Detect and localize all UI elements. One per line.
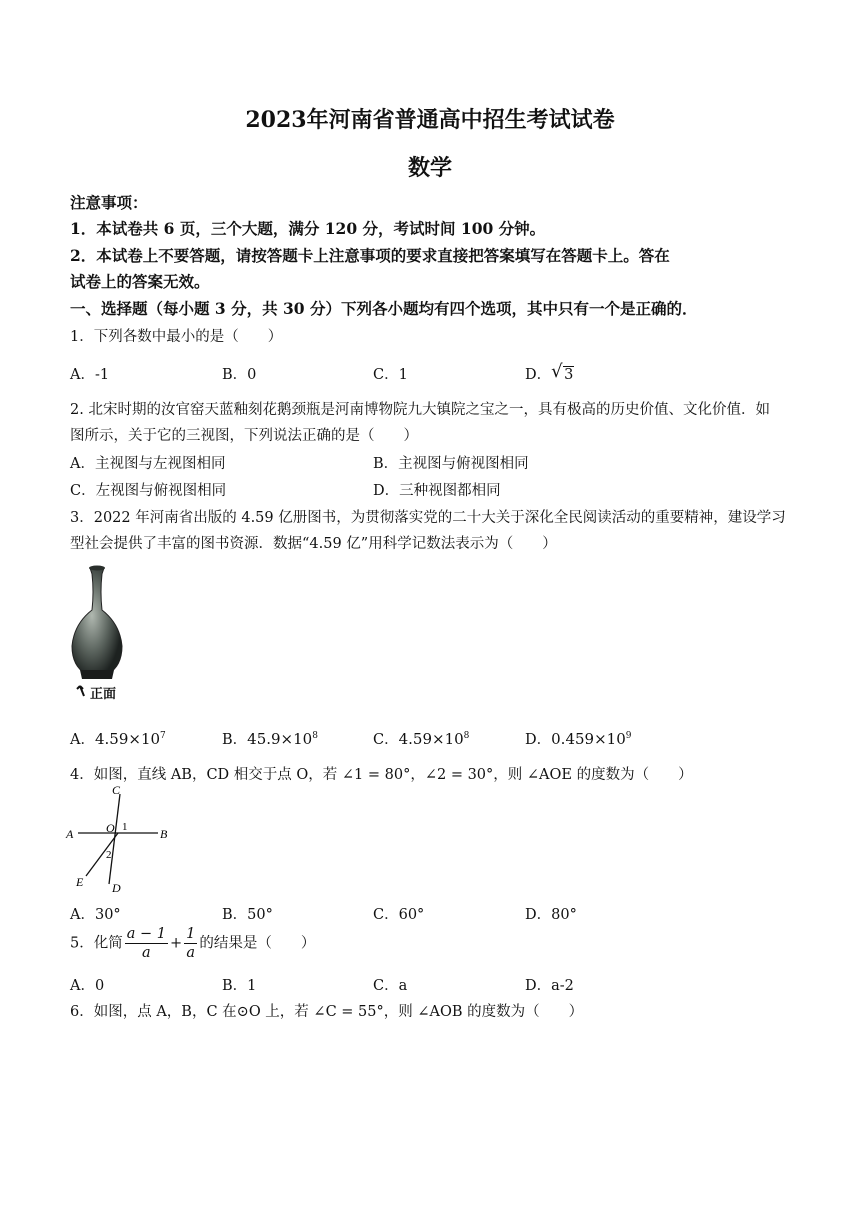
label-a: A [66, 827, 74, 841]
q2-option-a: A．主视图与左视图相同 [70, 456, 226, 472]
q2-stem-line-2: 图所示，关于它的三视图，下列说法正确的是（ ） [70, 428, 418, 444]
label-c: C [112, 783, 121, 797]
label-angle-1: 1 [122, 821, 128, 833]
label-e: E [76, 875, 84, 889]
q1-option-d [525, 363, 574, 384]
q5-plus-sign: + [169, 935, 183, 952]
q4-stem: 4．如图，直线 AB，CD 相交于点 O，若 ∠1 = 80°，∠2 = 30°，则 ∠AOE 的度数为（ ） [70, 767, 693, 783]
section-1-heading: 一、选择题（每小题 3 分，共 30 分）下列各小题均有四个选项，其中只有一个是正确的． [70, 299, 698, 318]
q3-stem-line-2: 型社会提供了丰富的图书资源．数据“4.59 亿”用科学记数法表示为（ ） [70, 536, 557, 552]
notice-item-2-line-1: 2．本试卷上不要答题，请按答题卡上注意事项的要求直接把答案填写在答题卡上。答在 [70, 246, 670, 265]
q3-option-b-label: B． [222, 732, 248, 748]
q4-option-c: C．60° [373, 907, 425, 923]
q4-option-a: A．30° [70, 907, 121, 923]
q1-stem: 1．下列各数中最小的是（ ） [70, 329, 283, 345]
q3-option-b [222, 728, 318, 749]
label-angle-2: 2 [106, 849, 112, 861]
q5-fraction-2-numerator: 1 [186, 926, 196, 942]
q5-option-d: D．a-2 [525, 978, 574, 994]
q3-option-d-label: D． [525, 732, 552, 748]
arrow-up-icon [77, 686, 84, 696]
q3-option-c-label: C． [373, 732, 399, 748]
vase-caption: 正面 [90, 687, 117, 702]
q5-fraction-1-numerator: a − 1 [126, 926, 166, 942]
q3-stem-line-1: 3．2022 年河南省出版的 4.59 亿册图书，为贯彻落实党的二十大关于深化全民阅读活动的重要精神，建设学习 [70, 510, 786, 526]
q1-radicand: 3 [564, 367, 574, 383]
q4-option-d: D．80° [525, 907, 577, 923]
q3-option-d-base: 0.459×10 [551, 730, 626, 748]
q4-option-b: B．50° [222, 907, 273, 923]
notice-item-1: 1．本试卷共 6 页，三个大题，满分 120 分，考试时间 100 分钟。 [70, 219, 546, 238]
q3-option-a-base: 4.59×10 [94, 730, 161, 748]
vase-figure [60, 562, 150, 702]
q3-option-c-base: 4.59×10 [398, 730, 464, 748]
q3-option-c-exp: 8 [463, 731, 470, 741]
q6-stem: 6．如图，点 A，B，C 在⊙O 上，若 ∠C = 55°，则 ∠AOB 的度数为（ ） [70, 1004, 584, 1020]
q1-option-c: C．1 [373, 367, 408, 383]
q1-option-a: A．-1 [70, 367, 110, 383]
q3-option-d-exp: 9 [625, 731, 632, 741]
q3-option-a-exp: 7 [160, 731, 166, 741]
sqrt-symbol: √ 3 [551, 361, 574, 383]
page-title: 2023年河南省普通高中招生考试试卷 [245, 107, 615, 133]
q5-option-a: A．0 [70, 978, 105, 994]
q5-fraction-1 [125, 925, 168, 962]
q2-option-b: B．主视图与俯视图相同 [373, 456, 529, 472]
q5-option-c: C．a [373, 978, 408, 994]
q5-fraction-2 [184, 925, 197, 962]
q2-stem-line-1: 2. 北宋时期的汝官窑天蓝釉刻花鹅颈瓶是河南博物院九大镇院之宝之一，具有极高的历史价值、文化价值．如 [70, 402, 770, 418]
q2-option-c: C．左视图与俯视图相同 [70, 483, 227, 499]
q3-option-c [373, 728, 469, 749]
q5-stem [70, 925, 315, 962]
q3-option-b-base: 45.9×10 [247, 730, 313, 748]
notice-item-2-line-2: 试卷上的答案无效。 [70, 272, 210, 291]
q5-fraction-2-denominator: a [186, 945, 196, 961]
line-cd [109, 794, 120, 884]
label-b: B [160, 827, 168, 841]
q3-option-b-exp: 8 [312, 731, 318, 741]
q3-option-d [525, 728, 631, 749]
q5-stem-suffix: 的结果是（ ） [199, 935, 316, 952]
q5-option-b: B．1 [222, 978, 257, 994]
label-d: D [112, 881, 121, 895]
q5-fraction-1-denominator: a [142, 945, 151, 961]
notice-heading: 注意事项： [70, 193, 148, 212]
label-o: O [106, 821, 115, 835]
subject-title: 数学 [407, 155, 452, 181]
q5-stem-prefix: 5．化简 [70, 935, 123, 952]
q4-intersecting-lines-figure [62, 780, 182, 898]
q2-option-d: D．三种视图都相同 [373, 483, 501, 499]
q3-option-a [70, 728, 166, 749]
q3-option-a-label: A． [70, 732, 95, 748]
q1-option-b: B．0 [222, 367, 257, 383]
q1-option-d-label: D． [525, 367, 552, 383]
